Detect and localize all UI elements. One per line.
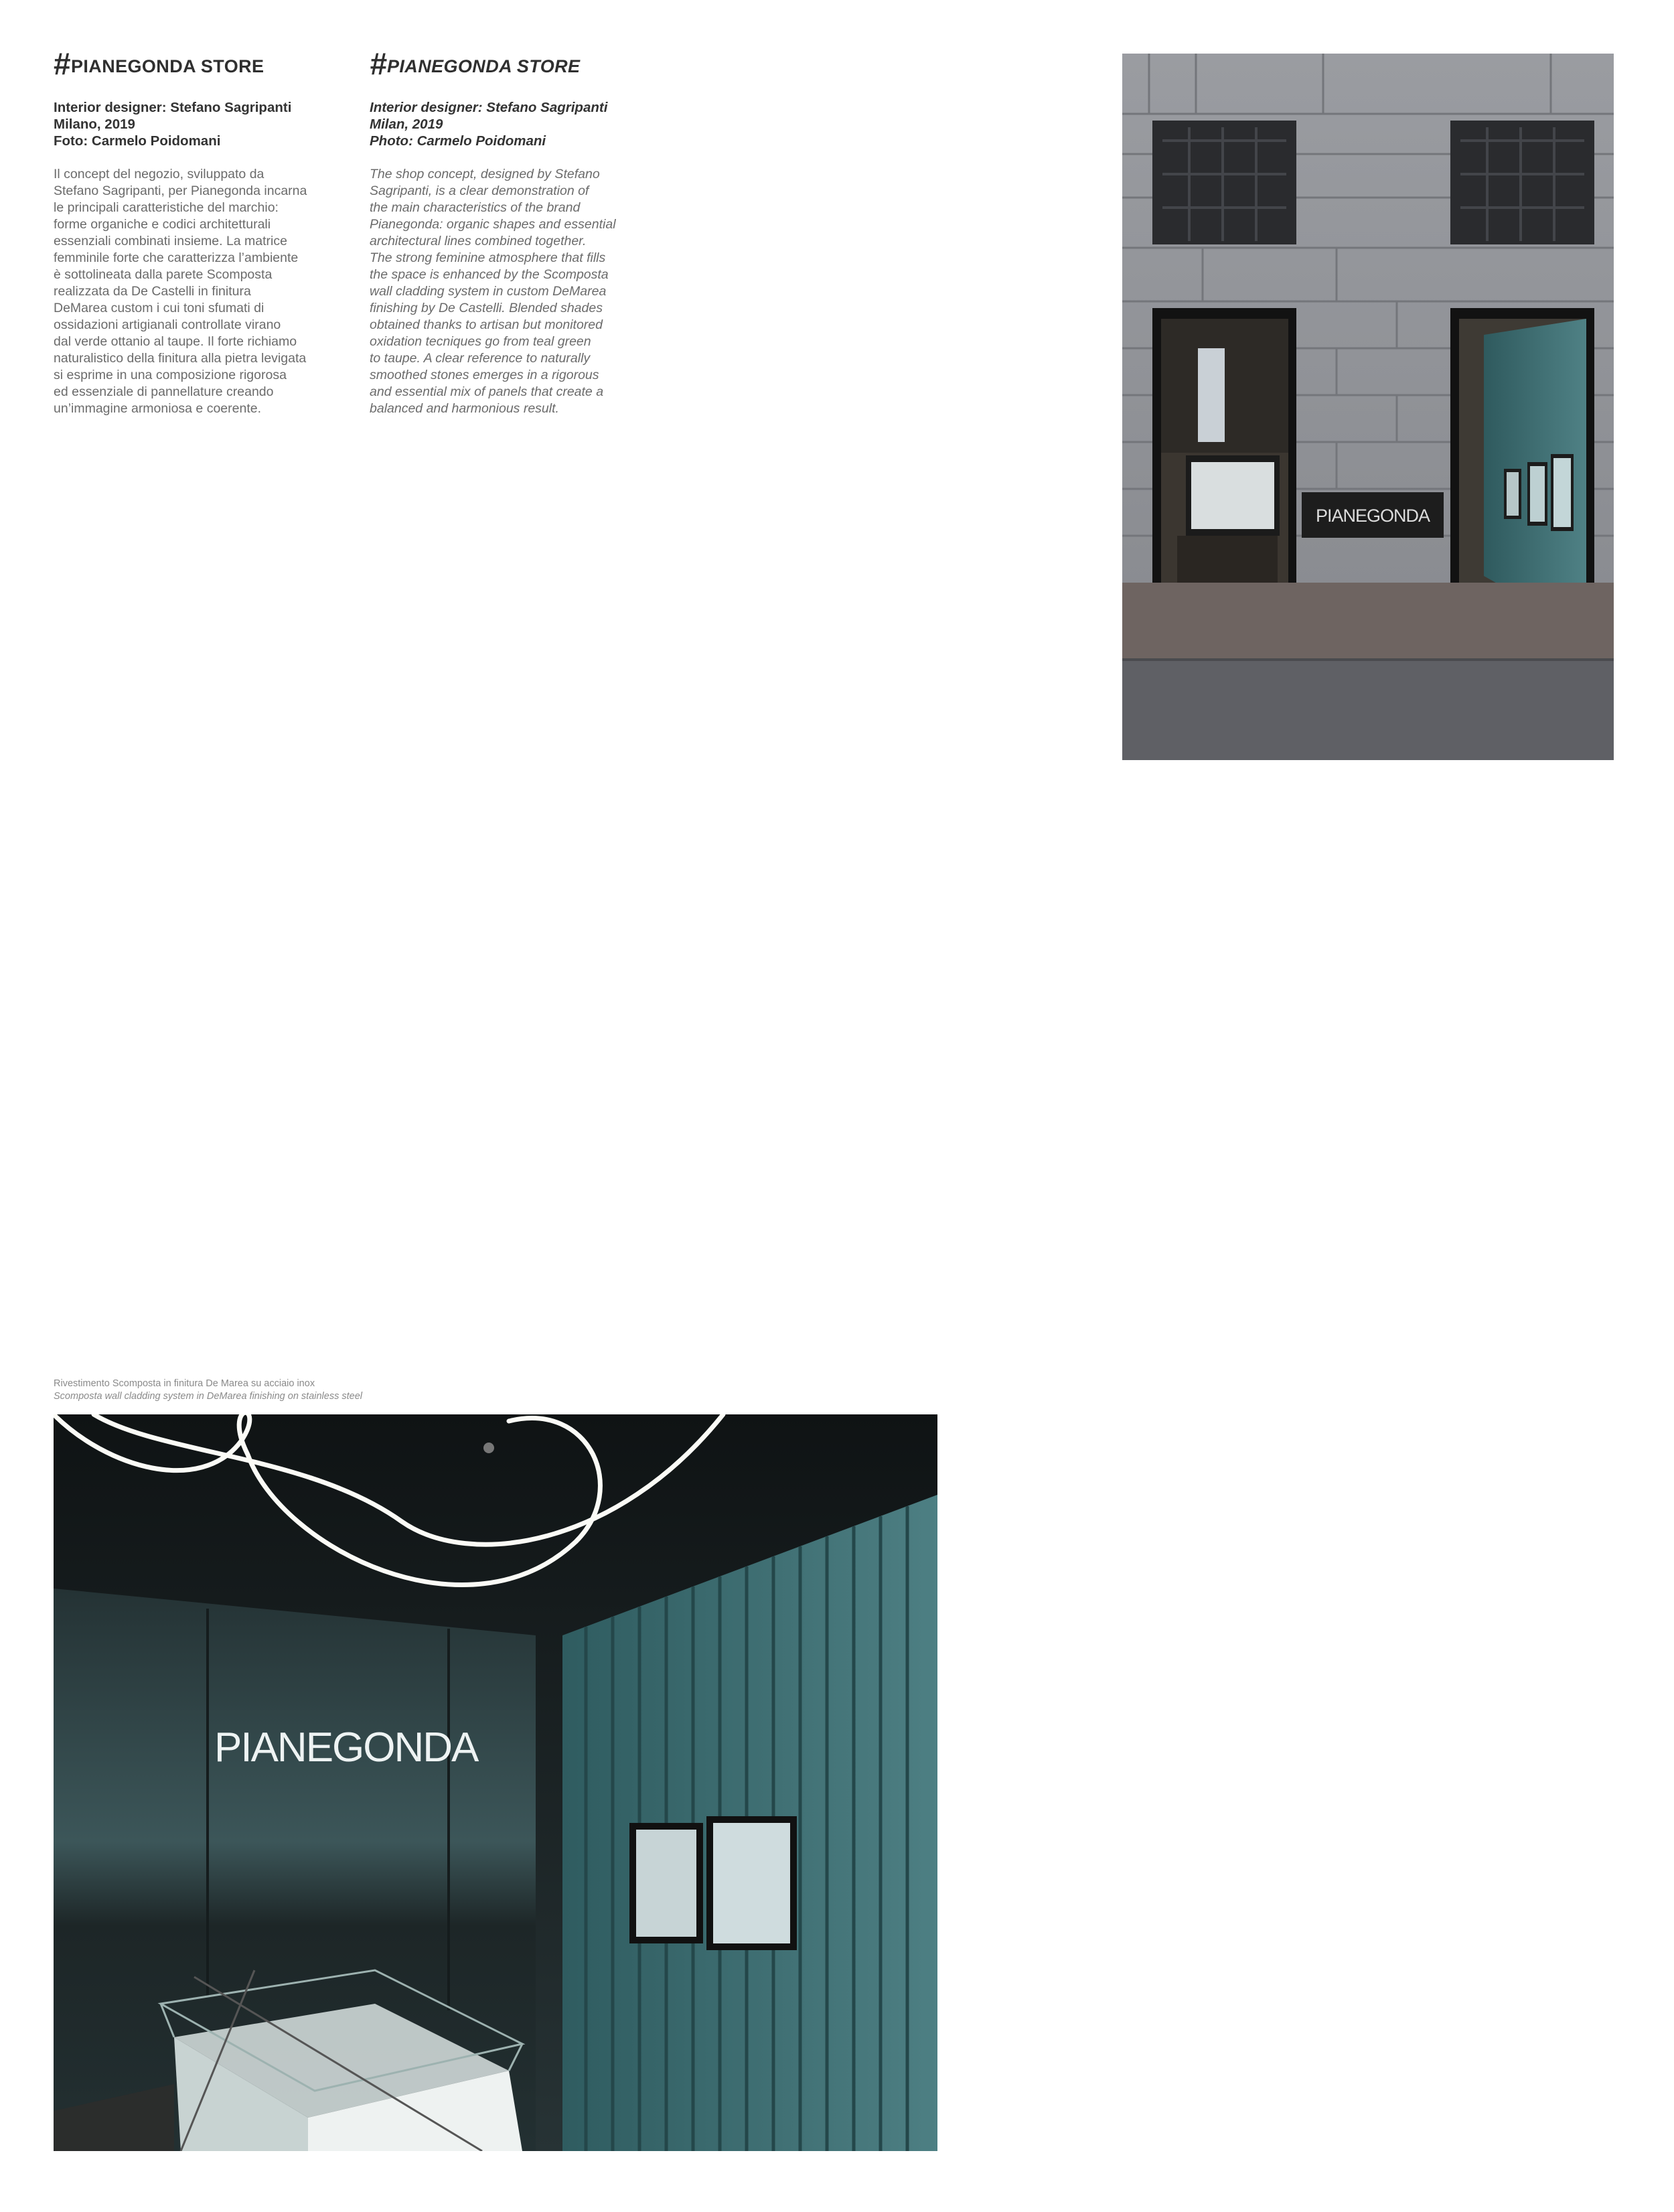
body-line: dal verde ottanio al taupe. Il forte richiamo [54, 334, 297, 349]
body-line: ossidazioni artigianali controllate virano [54, 317, 281, 332]
english-body [370, 166, 668, 417]
body-line: the main characteristics of the brand [370, 200, 581, 215]
body-line: Sagripanti, is a clear demonstration of [370, 183, 589, 198]
body-line: essenziali combinati insieme. La matrice [54, 234, 287, 248]
storefront-illustration [1122, 54, 1614, 760]
credit-place-year: Milano, 2019 [54, 117, 135, 132]
body-line: The shop concept, designed by Stefano [370, 167, 600, 181]
heading-text: PIANEGONDA STORE [70, 56, 264, 76]
body-line: the space is enhanced by the Scomposta [370, 267, 609, 282]
storefront-sign-text: PIANEGONDA [1315, 506, 1430, 526]
body-line: femminile forte che caratterizza l’ambiente [54, 250, 299, 265]
body-line: finishing by De Castelli. Blended shades [370, 301, 603, 315]
body-line: le principali caratteristiche del marchio: [54, 200, 279, 215]
body-line: DeMarea custom i cui toni sfumati di [54, 301, 264, 315]
caption-english: Scomposta wall cladding system in DeMarea finishing on stainless steel [54, 1391, 362, 1402]
credit-designer: Interior designer: Stefano Sagripanti [54, 100, 292, 115]
body-line: and essential mix of panels that create a [370, 384, 604, 399]
italian-heading [54, 46, 352, 81]
body-line: naturalistico della finitura alla pietra levigata [54, 351, 307, 366]
storefront-photo [1122, 54, 1614, 760]
heading-text: PIANEGONDA STORE [386, 56, 581, 76]
body-line: Il concept del negozio, sviluppato da [54, 167, 264, 181]
credit-photo: Foto: Carmelo Poidomani [54, 133, 221, 149]
body-line: balanced and harmonious result. [370, 401, 559, 416]
english-heading [370, 46, 668, 81]
italian-column [54, 46, 352, 417]
body-line: Stefano Sagripanti, per Pianegonda incarna [54, 183, 307, 198]
body-line: oxidation tecniques go from teal green [370, 334, 591, 349]
english-column [370, 46, 668, 417]
credit-place-year: Milan, 2019 [370, 117, 443, 132]
italian-body [54, 166, 352, 417]
interior-wall-logo: PIANEGONDA [214, 1724, 478, 1771]
hash-symbol: # [54, 46, 71, 81]
interior-photo [54, 1414, 937, 2151]
body-line: wall cladding system in custom DeMarea [370, 284, 607, 299]
body-line: to taupe. A clear reference to naturally [370, 351, 591, 366]
body-line: smoothed stones emerges in a rigorous [370, 368, 599, 382]
credit-designer: Interior designer: Stefano Sagripanti [370, 100, 608, 115]
italian-credits [54, 99, 352, 149]
english-credits [370, 99, 668, 149]
body-line: Pianegonda: organic shapes and essential [370, 217, 616, 232]
body-line: realizzata da De Castelli in finitura [54, 284, 251, 299]
interior-illustration [54, 1414, 937, 2151]
body-line: The strong feminine atmosphere that fills [370, 250, 606, 265]
body-line: si esprime in una composizione rigorosa [54, 368, 287, 382]
body-line: è sottolineata dalla parete Scomposta [54, 267, 273, 282]
body-line: obtained thanks to artisan but monitored [370, 317, 603, 332]
body-line: architectural lines combined together. [370, 234, 587, 248]
credit-photo: Photo: Carmelo Poidomani [370, 133, 546, 149]
body-line: ed essenziale di pannellature creando [54, 384, 274, 399]
body-line: forme organiche e codici architetturali [54, 217, 271, 232]
body-line: un’immagine armoniosa e coerente. [54, 401, 262, 416]
caption-italian: Rivestimento Scomposta in finitura De Marea su acciaio inox [54, 1378, 315, 1389]
photo-caption [54, 1378, 362, 1403]
hash-symbol: # [370, 46, 387, 81]
